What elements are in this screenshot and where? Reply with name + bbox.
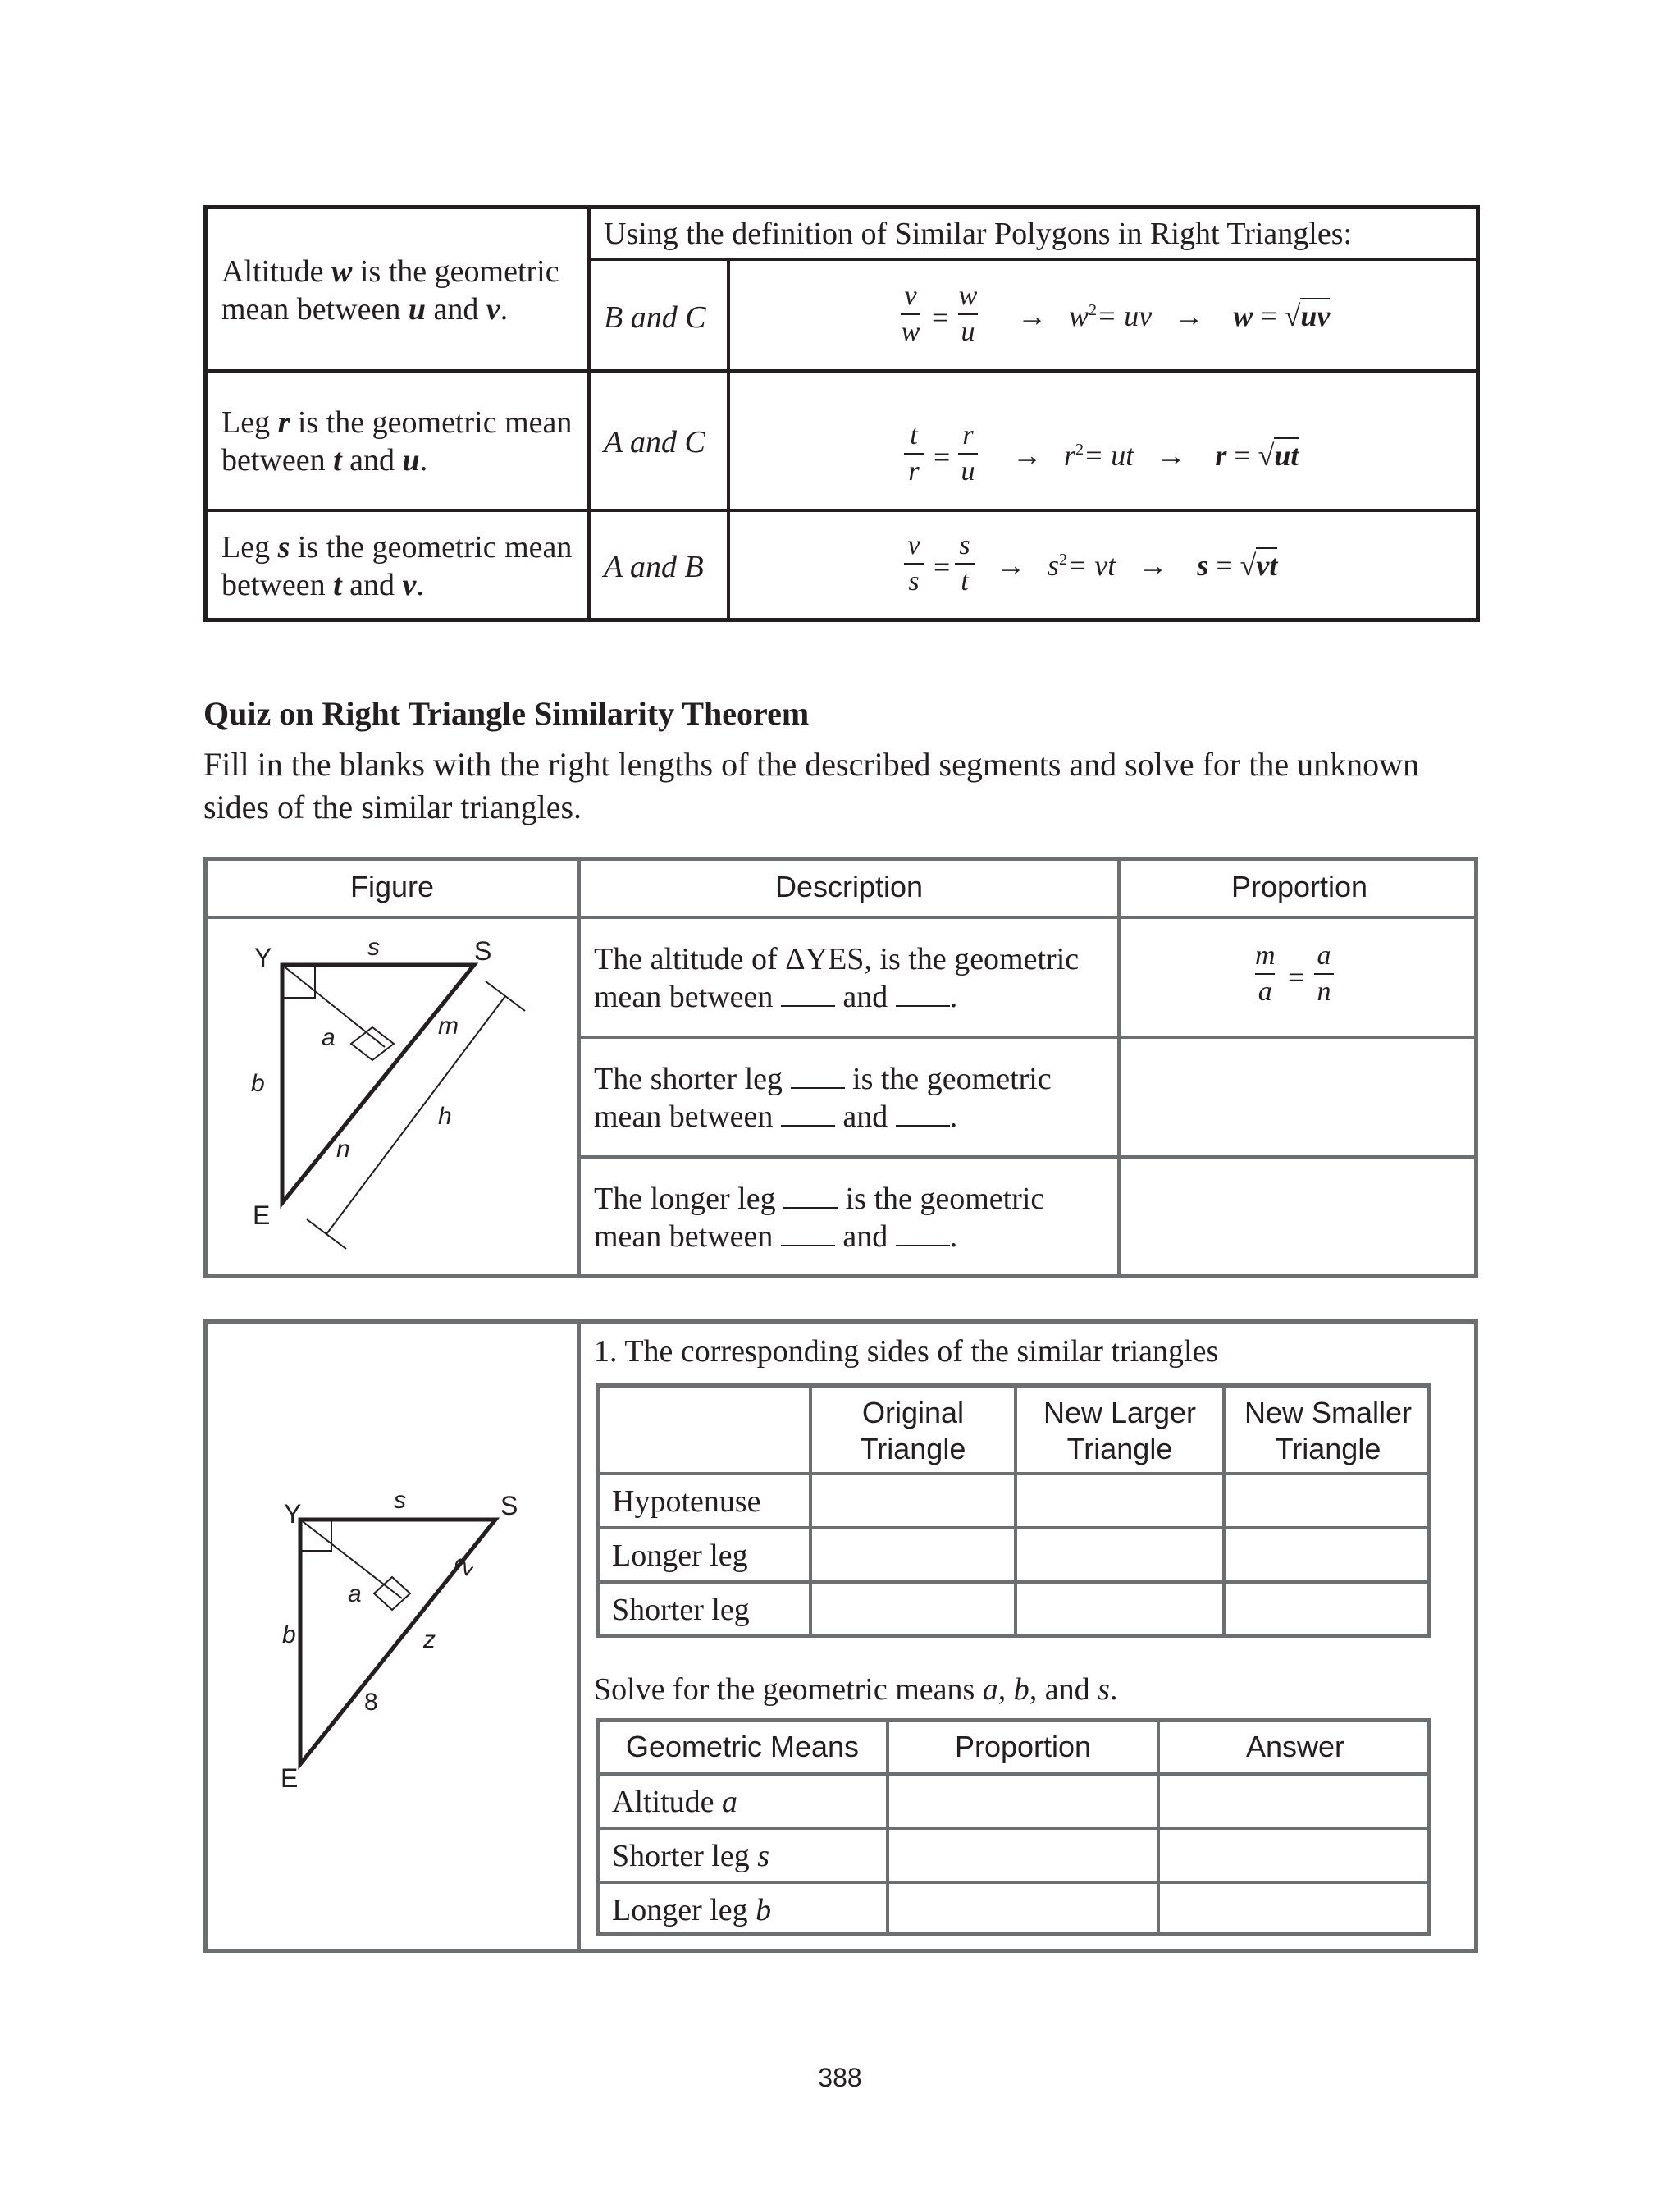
divider bbox=[203, 369, 1480, 373]
header-proportion: Proportion bbox=[1230, 870, 1368, 903]
row-shorter-leg-s: Shorter leg s bbox=[612, 1839, 770, 1873]
divider bbox=[596, 1827, 1431, 1830]
divider bbox=[578, 1036, 1478, 1039]
label-s: s bbox=[394, 1487, 406, 1514]
row-longer-leg: Longer leg bbox=[612, 1538, 748, 1573]
fraction: s t bbox=[955, 530, 975, 597]
quiz-instructions: Fill in the blanks with the right lengths of the described segments and solve for the unknown sides of the similar triangles. bbox=[203, 746, 1419, 825]
divider bbox=[596, 1472, 1431, 1475]
label-2: 2 bbox=[449, 1552, 479, 1581]
label-E: E bbox=[253, 1200, 271, 1230]
dimension-tick bbox=[307, 1219, 346, 1249]
header-description: Description bbox=[774, 870, 924, 903]
label-h: h bbox=[438, 1103, 452, 1130]
divider bbox=[578, 1155, 1478, 1159]
divider bbox=[587, 258, 1480, 261]
header-new-smaller-triangle: New Smaller Triangle bbox=[1244, 1396, 1413, 1465]
row-altitude-a: Altitude a bbox=[612, 1785, 738, 1819]
header-figure: Figure bbox=[349, 870, 435, 903]
label-m: m bbox=[438, 1013, 459, 1040]
label-z: z bbox=[423, 1626, 436, 1653]
divider bbox=[596, 1881, 1431, 1884]
label-Y: Y bbox=[284, 1499, 302, 1529]
divider bbox=[587, 205, 591, 622]
page-number: 388 bbox=[818, 2063, 862, 2092]
solve-instructions: Solve for the geometric means a, b, and s. bbox=[594, 1672, 1118, 1707]
header-proportion: Proportion bbox=[954, 1730, 1092, 1763]
header-original-triangle: Original Triangle bbox=[860, 1396, 966, 1465]
right-angle-mark bbox=[351, 1027, 394, 1060]
triangle-yes-figure bbox=[207, 919, 578, 1273]
equals: = bbox=[1288, 961, 1305, 994]
equals: = bbox=[932, 301, 949, 334]
proportion-fraction: m a bbox=[1255, 940, 1276, 1007]
fraction: v w bbox=[901, 281, 920, 347]
quiz-title: Quiz on Right Triangle Similarity Theorem bbox=[203, 695, 810, 732]
row-description: Leg r is the geometric mean between t and u. bbox=[221, 405, 573, 478]
proportion-fraction: a n bbox=[1314, 940, 1334, 1008]
label-Y: Y bbox=[254, 943, 272, 972]
label-S: S bbox=[474, 936, 492, 966]
label-s: s bbox=[368, 934, 380, 961]
label-a: a bbox=[322, 1024, 336, 1051]
equation-chain: → $s^2=$ vt → s = √vt bbox=[996, 549, 1278, 582]
table-header: Using the definition of Similar Polygons in Right Triangles: bbox=[604, 217, 1353, 251]
dimension-tick bbox=[486, 981, 525, 1011]
triangle-yes bbox=[282, 965, 474, 1203]
row-hypotenuse: Hypotenuse bbox=[612, 1484, 761, 1519]
label-n: n bbox=[336, 1136, 350, 1163]
section-heading: 1. The corresponding sides of the similar triangles bbox=[594, 1334, 1219, 1369]
divider bbox=[578, 857, 581, 1278]
divider bbox=[596, 1772, 1431, 1776]
fraction: r u bbox=[958, 420, 978, 487]
description-altitude: The altitude of ΔYES, is the geometric mean between and . bbox=[594, 942, 1080, 1014]
label-b: b bbox=[251, 1070, 265, 1097]
description-shorter-leg: The shorter leg is the geometric mean between and . bbox=[594, 1062, 1052, 1134]
row-longer-leg-b: Longer leg b bbox=[612, 1893, 772, 1927]
fraction: v s bbox=[904, 530, 924, 597]
header-answer: Answer bbox=[1245, 1730, 1345, 1763]
triangle-pair: A and B bbox=[604, 550, 704, 584]
fraction: t r bbox=[904, 420, 924, 487]
divider bbox=[203, 509, 1480, 512]
label-b: b bbox=[282, 1621, 296, 1648]
row-shorter-leg: Shorter leg bbox=[612, 1593, 750, 1627]
triangle-yes bbox=[300, 1520, 495, 1764]
divider bbox=[727, 259, 730, 622]
row-description: Altitude w is the geometric mean between u and v. bbox=[221, 254, 559, 327]
header-new-larger-triangle: New Larger Triangle bbox=[1043, 1396, 1197, 1465]
label-8: 8 bbox=[364, 1689, 378, 1716]
description-longer-leg: The longer leg is the geometric mean between and . bbox=[594, 1182, 1045, 1254]
triangle-pair: B and C bbox=[604, 300, 706, 335]
fraction: w u bbox=[958, 281, 978, 347]
divider bbox=[1117, 857, 1121, 1278]
label-E: E bbox=[281, 1763, 299, 1793]
equation-chain: → $w^2=$ uv → w = √uv bbox=[1017, 299, 1331, 332]
triangle-pair: A and C bbox=[604, 425, 705, 459]
right-angle-mark bbox=[300, 1520, 331, 1551]
equals: = bbox=[934, 551, 951, 583]
divider bbox=[596, 1526, 1431, 1529]
label-S: S bbox=[500, 1491, 518, 1520]
equation-chain: → $r^2=$ ut → r = √ut bbox=[1012, 439, 1299, 472]
divider bbox=[578, 1319, 581, 1953]
equals: = bbox=[934, 441, 951, 473]
header-geometric-means: Geometric Means bbox=[625, 1730, 860, 1763]
triangle-yes-numeric-figure bbox=[207, 1323, 578, 1950]
row-description: Leg s is the geometric mean between t and v. bbox=[221, 530, 573, 602]
divider bbox=[596, 1580, 1431, 1584]
label-a: a bbox=[348, 1580, 362, 1607]
